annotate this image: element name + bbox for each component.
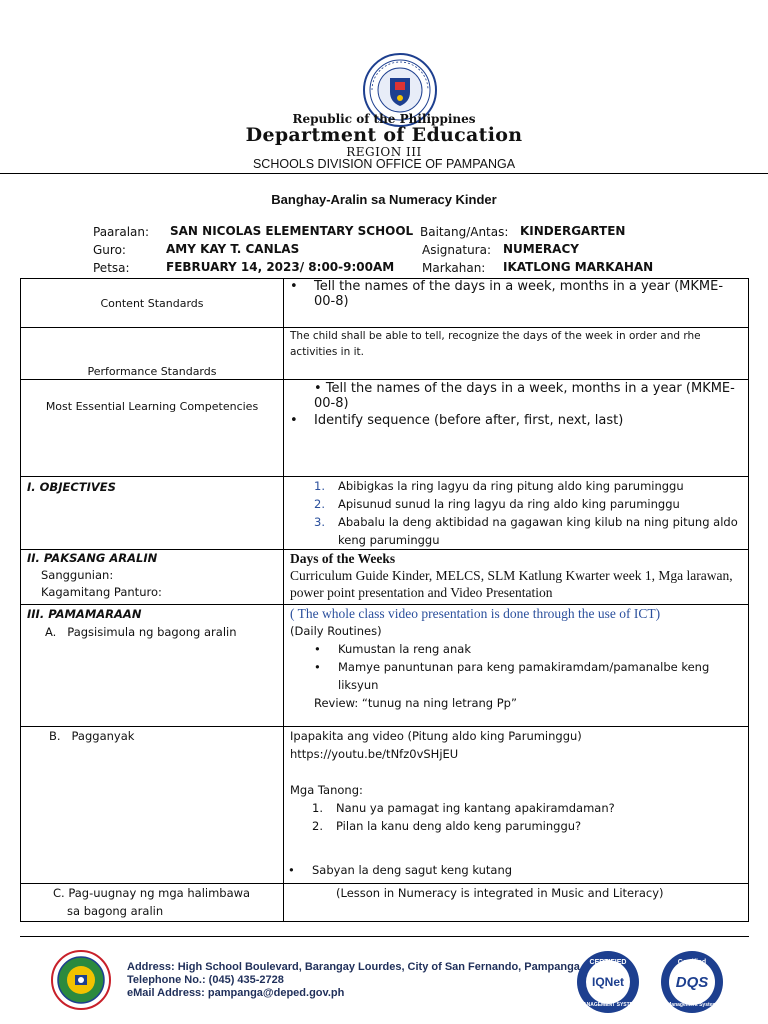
quarter-label: Markahan: (422, 261, 486, 275)
paksang-title: Days of the Weeks (290, 551, 396, 566)
objectives-list (284, 477, 749, 550)
paguugnay-label: C. Pag-uugnay ng mga halimbawa sa bagong aralin (21, 884, 284, 922)
objective-item: 3. Ababalu la deng aktibidad na gagawan king kilub na ning pitung aldo keng paruminggu (314, 515, 738, 547)
footer-divider (20, 936, 749, 937)
paksang-aralin-label: II. PAKSANG ARALIN (27, 551, 158, 565)
subject-value: NUMERACY (503, 242, 579, 256)
melc-row (21, 380, 749, 477)
content-standards-row (21, 279, 749, 328)
subject-label: Asignatura: (422, 243, 492, 257)
objective-item: 2. Apisunud sunud la ring lagyu da ring aldo king paruminggu (314, 497, 680, 511)
paksang-aralin-row (21, 550, 749, 605)
republic-heading: Republic of the Philippines (292, 112, 476, 126)
footer-address: Address: High School Boulevard, Barangay Lourdes, City of San Fernando, Pampanga (127, 961, 580, 973)
pagganyak-row (21, 727, 749, 884)
svg-text:Management System: Management System (667, 1002, 717, 1008)
performance-standards-value: The child shall be able to tell, recognize the days of the week in order and rhe activities in it. (284, 328, 749, 380)
date-value: FEBRUARY 14, 2023/ 8:00-9:00AM (166, 260, 395, 274)
video-link[interactable]: https://youtu.be/tNfz0vSHjEU (290, 747, 459, 761)
grade-value: KINDERGARTEN (520, 224, 626, 238)
daily-routines: (Daily Routines) (290, 624, 382, 638)
pagsisimula-value (284, 605, 749, 727)
footer-telephone: Telephone No.: (045) 435-2728 (127, 974, 284, 986)
header-divider (0, 173, 768, 174)
review-text: Review: “tunug na ning letrang Pp” (314, 696, 517, 710)
video-text: Ipapakita ang video (Pitung aldo king Paruminggu) (290, 729, 582, 743)
paksang-aralin-cell (21, 550, 284, 605)
svg-text:Certified: Certified (677, 959, 707, 966)
school-label: Paaralan: (93, 225, 150, 239)
date-label: Petsa: (93, 261, 130, 275)
division-heading: SCHOOLS DIVISION OFFICE OF PAMPANGA (252, 157, 516, 171)
dqs-certified-icon (652, 950, 732, 1014)
document-title: Banghay-Aralin sa Numeracy Kinder (271, 192, 497, 207)
school-value: SAN NICOLAS ELEMENTARY SCHOOL (170, 224, 414, 238)
melc-label: Most Essential Learning Competencies (21, 380, 284, 477)
answer-bullet: • Sabyan la deng sagut keng kutang (288, 863, 513, 877)
pamamaraan-cell (21, 605, 284, 727)
routine-item: • Mamye panuntunan para keng pamakiramdam/pamanalbe keng liksyun (314, 660, 710, 692)
teacher-value: AMY KAY T. CANLAS (166, 242, 300, 256)
sanggunian-label: Sanggunian: (41, 568, 114, 582)
svg-text:IQNet: IQNet (591, 975, 625, 989)
pagganyak-value (284, 727, 749, 884)
iqnet-certified-icon (570, 950, 646, 1014)
objectives-row (21, 477, 749, 550)
svg-text:MANAGEMENT SYSTEM: MANAGEMENT SYSTEM (578, 1002, 638, 1008)
melc-item-1: • Tell the names of the days in a week, months in a year (MKME-00-8) (314, 381, 735, 411)
melc-value (284, 380, 749, 477)
grade-label: Baitang/Antas: (420, 225, 509, 239)
lesson-plan-table (20, 278, 749, 922)
svg-text:DQS: DQS (675, 974, 709, 991)
pagganyak-label: B. Pagganyak (21, 727, 284, 884)
performance-standards-row (21, 328, 749, 380)
paksang-references: Curriculum Guide Kinder, MELCS, SLM Katlung Kwarter week 1, Mga larawan, power point presentation and Video Presentation (290, 568, 733, 600)
question-item: 2. Pilan la kanu deng aldo keng paruminggu? (312, 819, 582, 833)
division-seal-icon (44, 950, 118, 1010)
quarter-value: IKATLONG MARKAHAN (503, 260, 654, 274)
kagamitan-label: Kagamitang Panturo: (41, 585, 162, 599)
paguugnay-value: (Lesson in Numeracy is integrated in Music and Literacy) (284, 884, 749, 922)
performance-standards-label: Performance Standards (21, 328, 284, 380)
ict-note: ( The whole class video presentation is done through the use of ICT) (290, 606, 661, 621)
melc-item-2: • Identify sequence (before after, first, next, last) (290, 413, 624, 428)
question-item: 1. Nanu ya pamagat ing kantang apakiramdaman? (312, 801, 615, 815)
content-standards-label: Content Standards (21, 279, 284, 328)
tanong-label: Mga Tanong: (290, 783, 363, 797)
teacher-label: Guro: (93, 243, 126, 257)
pamamaraan-a-row (21, 605, 749, 727)
region-heading: REGION III (346, 145, 422, 159)
content-standards-value: • Tell the names of the days in a week, months in a year (MKME-00-8) (284, 279, 749, 328)
pagsisimula-label: A. Pagsisimula ng bagong aralin (45, 625, 237, 639)
routine-item: • Kumustan la reng anak (314, 642, 471, 656)
pamamaraan-label: III. PAMAMARAAN (27, 607, 142, 621)
paguugnay-row (21, 884, 749, 922)
svg-text:CERTIFIED: CERTIFIED (589, 959, 627, 966)
objectives-label: I. OBJECTIVES (21, 477, 284, 550)
objective-item: 1. Abibigkas la ring lagyu da ring pitung aldo king paruminggu (314, 479, 684, 493)
paksang-aralin-value (284, 550, 749, 605)
department-heading: Department of Education (245, 124, 523, 146)
footer-email: eMail Address: pampanga@deped.gov.ph (127, 987, 345, 999)
